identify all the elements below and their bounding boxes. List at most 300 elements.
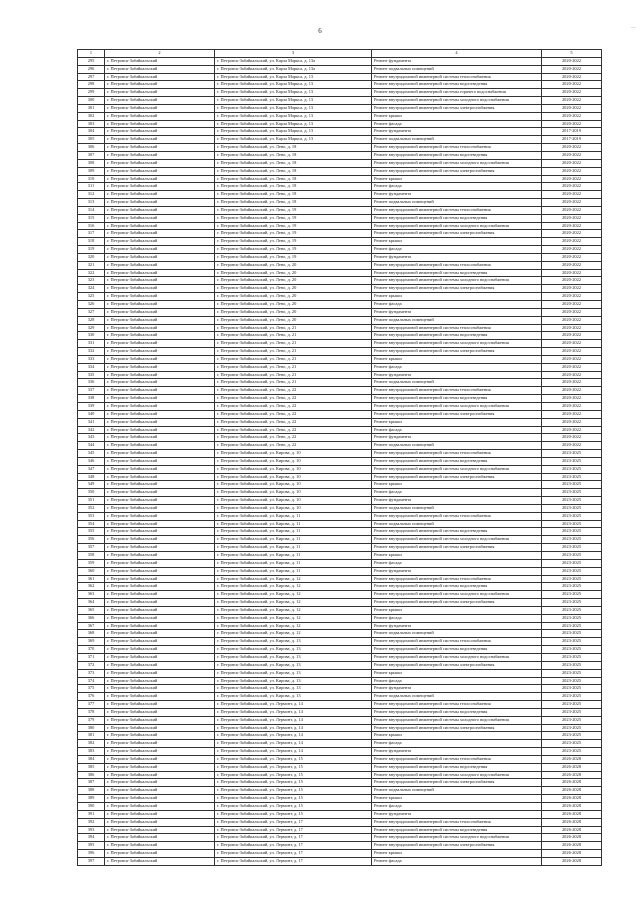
address-cell: г. Петровск-Забайкальский, ул. Лермонт, д. 15 (215, 795, 372, 803)
table-row (78, 253, 602, 261)
work-type-cell: Ремонт подвальных помещений (372, 787, 542, 795)
address-cell: г. Петровск-Забайкальский, ул. Лено, д. 19 (215, 238, 372, 246)
edge-mark: — (631, 26, 636, 31)
address-cell: г. Петровск-Забайкальский, ул. Карла Маркса, д. 13 (215, 81, 372, 89)
municipality-cell: г. Петровск-Забайкальский (105, 677, 215, 685)
row-number-cell: 382 (78, 740, 105, 748)
municipality-cell: г. Петровск-Забайкальский (105, 630, 215, 638)
row-number-cell: 345 (78, 450, 105, 458)
work-type-cell: Ремонт крыши (372, 175, 542, 183)
municipality-cell: г. Петровск-Забайкальский (105, 646, 215, 654)
table-row (78, 536, 602, 544)
address-cell: г. Петровск-Забайкальский, ул. Кирова, д. 10 (215, 457, 372, 465)
row-number-cell: 302 (78, 112, 105, 120)
work-type-cell: Ремонт фасада (372, 246, 542, 254)
address-cell: г. Петровск-Забайкальский, ул. Карла Маркса, д. 13 (215, 120, 372, 128)
table-row (78, 803, 602, 811)
work-type-cell: Ремонт внутридомовой инженерной системы электроснабжения (372, 104, 542, 112)
row-number-cell: 344 (78, 442, 105, 450)
address-cell: г. Петровск-Забайкальский, ул. Кирова, д. 13 (215, 646, 372, 654)
address-cell: г. Петровск-Забайкальский, ул. Лермонт, д. 17 (215, 857, 372, 865)
address-cell: г. Петровск-Забайкальский, ул. Карла Маркса, д. 13а (215, 65, 372, 73)
table-row (78, 246, 602, 254)
period-cell: 2020-2022 (542, 261, 602, 269)
work-type-cell: Ремонт фундамента (372, 622, 542, 630)
municipality-cell: г. Петровск-Забайкальский (105, 214, 215, 222)
work-type-cell: Ремонт внутридомовой инженерной системы теплоснабжения (372, 575, 542, 583)
period-cell: 2026-2028 (542, 818, 602, 826)
municipality-cell: г. Петровск-Забайкальский (105, 230, 215, 238)
row-number-cell: 327 (78, 308, 105, 316)
address-cell: г. Петровск-Забайкальский, ул. Лено, д. 22 (215, 395, 372, 403)
work-type-cell: Ремонт внутридомовой инженерной системы холодного водоснабжения (372, 277, 542, 285)
municipality-cell: г. Петровск-Забайкальский (105, 371, 215, 379)
municipality-cell: г. Петровск-Забайкальский (105, 842, 215, 850)
row-number-cell: 296 (78, 65, 105, 73)
address-cell: г. Петровск-Забайкальский, ул. Кирова, д. 13 (215, 693, 372, 701)
row-number-cell: 392 (78, 818, 105, 826)
address-cell: г. Петровск-Забайкальский, ул. Лено, д. 21 (215, 355, 372, 363)
municipality-cell: г. Петровск-Забайкальский (105, 457, 215, 465)
address-cell: г. Петровск-Забайкальский, ул. Кирова, д. 12 (215, 614, 372, 622)
municipality-cell: г. Петровск-Забайкальский (105, 536, 215, 544)
period-cell: 2023-2025 (542, 457, 602, 465)
table-row (78, 559, 602, 567)
address-cell: г. Петровск-Забайкальский, ул. Кирова, д. 11 (215, 552, 372, 560)
address-cell: г. Петровск-Забайкальский, ул. Карла Маркса, д. 13а (215, 57, 372, 65)
work-type-cell: Ремонт фундамента (372, 567, 542, 575)
work-type-cell: Ремонт внутридомовой инженерной системы теплоснабжения (372, 450, 542, 458)
municipality-cell: г. Петровск-Забайкальский (105, 826, 215, 834)
row-number-cell: 319 (78, 246, 105, 254)
row-number-cell: 390 (78, 803, 105, 811)
work-type-cell: Ремонт подвальных помещений (372, 136, 542, 144)
address-cell: г. Петровск-Забайкальский, ул. Лено, д. 18 (215, 199, 372, 207)
work-type-cell: Ремонт внутридомовой инженерной системы водоотведения (372, 81, 542, 89)
row-number-cell: 332 (78, 348, 105, 356)
work-type-cell: Ремонт крыши (372, 355, 542, 363)
address-cell: г. Петровск-Забайкальский, ул. Кирова, д. 10 (215, 481, 372, 489)
table-row (78, 97, 602, 105)
table-row (78, 183, 602, 191)
period-cell: 2020-2022 (542, 442, 602, 450)
row-number-cell: 388 (78, 787, 105, 795)
work-type-cell: Ремонт фасада (372, 363, 542, 371)
municipality-cell: г. Петровск-Забайкальский (105, 473, 215, 481)
municipality-cell: г. Петровск-Забайкальский (105, 622, 215, 630)
address-cell: г. Петровск-Забайкальский, ул. Лено, д. 19 (215, 222, 372, 230)
row-number-cell: 383 (78, 748, 105, 756)
row-number-cell: 297 (78, 73, 105, 81)
work-type-cell: Ремонт подвальных помещений (372, 442, 542, 450)
row-number-cell: 349 (78, 481, 105, 489)
period-cell: 2026-2028 (542, 857, 602, 865)
period-cell: 2023-2025 (542, 653, 602, 661)
municipality-cell: г. Петровск-Забайкальский (105, 481, 215, 489)
period-cell: 2026-2028 (542, 795, 602, 803)
address-cell: г. Петровск-Забайкальский, ул. Лермонт, д. 14 (215, 716, 372, 724)
work-type-cell: Ремонт фундамента (372, 128, 542, 136)
row-number-cell: 313 (78, 199, 105, 207)
table-row (78, 175, 602, 183)
row-number-cell: 318 (78, 238, 105, 246)
repair-schedule-table (77, 49, 602, 866)
municipality-cell: г. Петровск-Забайкальский (105, 724, 215, 732)
table-row (78, 159, 602, 167)
work-type-cell: Ремонт внутридомовой инженерной системы водоотведения (372, 269, 542, 277)
period-cell: 2020-2022 (542, 112, 602, 120)
work-type-cell: Ремонт внутридомовой инженерной системы холодного водоснабжения (372, 653, 542, 661)
row-number-cell: 309 (78, 167, 105, 175)
work-type-cell: Ремонт внутридомовой инженерной системы водоотведения (372, 528, 542, 536)
period-cell: 2023-2025 (542, 473, 602, 481)
work-type-cell: Ремонт внутридомовой инженерной системы холодного водоснабжения (372, 97, 542, 105)
period-cell: 2020-2022 (542, 253, 602, 261)
address-cell: г. Петровск-Забайкальский, ул. Лено, д. 18 (215, 151, 372, 159)
row-number-cell: 353 (78, 512, 105, 520)
row-number-cell: 350 (78, 489, 105, 497)
table-row (78, 787, 602, 795)
table-row (78, 450, 602, 458)
period-cell: 2023-2025 (542, 528, 602, 536)
period-cell: 2023-2025 (542, 638, 602, 646)
address-cell: г. Петровск-Забайкальский, ул. Кирова, д. 10 (215, 489, 372, 497)
address-cell: г. Петровск-Забайкальский, ул. Кирова, д. 11 (215, 512, 372, 520)
address-cell: г. Петровск-Забайкальский, ул. Лено, д. 21 (215, 379, 372, 387)
work-type-cell: Ремонт внутридомовой инженерной системы водоотведения (372, 151, 542, 159)
period-cell: 2020-2022 (542, 214, 602, 222)
municipality-cell: г. Петровск-Забайкальский (105, 544, 215, 552)
period-cell: 2026-2028 (542, 779, 602, 787)
work-type-cell: Ремонт внутридомовой инженерной системы электроснабжения (372, 544, 542, 552)
row-number-cell: 393 (78, 826, 105, 834)
address-cell: г. Петровск-Забайкальский, ул. Лермонт, д. 14 (215, 701, 372, 709)
work-type-cell: Ремонт подвальных помещений (372, 630, 542, 638)
row-number-cell: 305 (78, 136, 105, 144)
municipality-cell: г. Петровск-Забайкальский (105, 763, 215, 771)
row-number-cell: 317 (78, 230, 105, 238)
table-row (78, 622, 602, 630)
address-cell: г. Петровск-Забайкальский, ул. Лено, д. 21 (215, 348, 372, 356)
municipality-cell: г. Петровск-Забайкальский (105, 112, 215, 120)
row-number-cell: 363 (78, 591, 105, 599)
period-cell: 2020-2022 (542, 269, 602, 277)
address-cell: г. Петровск-Забайкальский, ул. Лермонт, д. 15 (215, 787, 372, 795)
address-cell: г. Петровск-Забайкальский, ул. Лено, д. 21 (215, 363, 372, 371)
column-header: 4 (372, 50, 542, 58)
period-cell: 2020-2022 (542, 73, 602, 81)
municipality-cell: г. Петровск-Забайкальский (105, 795, 215, 803)
municipality-cell: г. Петровск-Забайкальский (105, 850, 215, 858)
period-cell: 2023-2025 (542, 661, 602, 669)
municipality-cell: г. Петровск-Забайкальский (105, 575, 215, 583)
table-row (78, 104, 602, 112)
row-number-cell: 295 (78, 57, 105, 65)
period-cell: 2020-2022 (542, 332, 602, 340)
municipality-cell: г. Петровск-Забайкальский (105, 567, 215, 575)
table-row (78, 497, 602, 505)
period-cell: 2023-2025 (542, 559, 602, 567)
table-row (78, 81, 602, 89)
table-row (78, 418, 602, 426)
work-type-cell: Ремонт внутридомовой инженерной системы водоотведения (372, 708, 542, 716)
work-type-cell: Ремонт внутридомовой инженерной системы электроснабжения (372, 599, 542, 607)
municipality-cell: г. Петровск-Забайкальский (105, 779, 215, 787)
work-type-cell: Ремонт внутридомовой инженерной системы теплоснабжения (372, 261, 542, 269)
address-cell: г. Петровск-Забайкальский, ул. Кирова, д. 13 (215, 661, 372, 669)
work-type-cell: Ремонт крыши (372, 418, 542, 426)
period-cell: 2023-2025 (542, 677, 602, 685)
table-row (78, 465, 602, 473)
municipality-cell: г. Петровск-Забайкальский (105, 253, 215, 261)
work-type-cell: Ремонт фундамента (372, 434, 542, 442)
address-cell: г. Петровск-Забайкальский, ул. Лено, д. 22 (215, 418, 372, 426)
table-row (78, 230, 602, 238)
row-number-cell: 391 (78, 810, 105, 818)
period-cell: 2023-2025 (542, 732, 602, 740)
municipality-cell: г. Петровск-Забайкальский (105, 497, 215, 505)
row-number-cell: 357 (78, 544, 105, 552)
period-cell: 2020-2022 (542, 379, 602, 387)
address-cell: г. Петровск-Забайкальский, ул. Лермонт, д. 14 (215, 708, 372, 716)
address-cell: г. Петровск-Забайкальский, ул. Кирова, д. 11 (215, 536, 372, 544)
work-type-cell: Ремонт фасада (372, 489, 542, 497)
address-cell: г. Петровск-Забайкальский, ул. Лено, д. 22 (215, 402, 372, 410)
table-row (78, 340, 602, 348)
municipality-cell: г. Петровск-Забайкальский (105, 144, 215, 152)
period-cell: 2020-2022 (542, 316, 602, 324)
row-number-cell: 339 (78, 402, 105, 410)
address-cell: г. Петровск-Забайкальский, ул. Карла Маркса, д. 13 (215, 136, 372, 144)
municipality-cell: г. Петровск-Забайкальский (105, 191, 215, 199)
period-cell: 2020-2022 (542, 395, 602, 403)
municipality-cell: г. Петровск-Забайкальский (105, 771, 215, 779)
period-cell: 2023-2025 (542, 450, 602, 458)
table-row (78, 685, 602, 693)
table-body (78, 57, 602, 865)
address-cell: г. Петровск-Забайкальский, ул. Лермонт, д. 15 (215, 779, 372, 787)
municipality-cell: г. Петровск-Забайкальский (105, 520, 215, 528)
row-number-cell: 374 (78, 677, 105, 685)
row-number-cell: 342 (78, 426, 105, 434)
municipality-cell: г. Петровск-Забайкальский (105, 332, 215, 340)
row-number-cell: 326 (78, 301, 105, 309)
work-type-cell: Ремонт крыши (372, 293, 542, 301)
address-cell: г. Петровск-Забайкальский, ул. Лено, д. 19 (215, 253, 372, 261)
table-row (78, 552, 602, 560)
municipality-cell: г. Петровск-Забайкальский (105, 465, 215, 473)
table-row (78, 567, 602, 575)
period-cell: 2020-2022 (542, 89, 602, 97)
period-cell: 2023-2025 (542, 504, 602, 512)
period-cell: 2023-2025 (542, 481, 602, 489)
row-number-cell: 396 (78, 850, 105, 858)
row-number-cell: 325 (78, 293, 105, 301)
table-row (78, 599, 602, 607)
row-number-cell: 380 (78, 724, 105, 732)
row-number-cell: 337 (78, 387, 105, 395)
municipality-cell: г. Петровск-Забайкальский (105, 293, 215, 301)
row-number-cell: 368 (78, 630, 105, 638)
table-row (78, 528, 602, 536)
work-type-cell: Ремонт внутридомовой инженерной системы электроснабжения (372, 410, 542, 418)
row-number-cell: 378 (78, 708, 105, 716)
period-cell: 2020-2022 (542, 434, 602, 442)
municipality-cell: г. Петровск-Забайкальский (105, 136, 215, 144)
address-cell: г. Петровск-Забайкальский, ул. Карла Маркса, д. 13 (215, 128, 372, 136)
municipality-cell: г. Петровск-Забайкальский (105, 512, 215, 520)
address-cell: г. Петровск-Забайкальский, ул. Карла Маркса, д. 13 (215, 73, 372, 81)
municipality-cell: г. Петровск-Забайкальский (105, 583, 215, 591)
work-type-cell: Ремонт внутридомовой инженерной системы теплоснабжения (372, 638, 542, 646)
municipality-cell: г. Петровск-Забайкальский (105, 410, 215, 418)
municipality-cell: г. Петровск-Забайкальский (105, 434, 215, 442)
work-type-cell: Ремонт фундамента (372, 371, 542, 379)
table-row (78, 481, 602, 489)
work-type-cell: Ремонт фасада (372, 301, 542, 309)
work-type-cell: Ремонт внутридомовой инженерной системы теплоснабжения (372, 73, 542, 81)
table-row (78, 661, 602, 669)
table-row (78, 575, 602, 583)
row-number-cell: 397 (78, 857, 105, 865)
table-row (78, 285, 602, 293)
table-row (78, 755, 602, 763)
municipality-cell: г. Петровск-Забайкальский (105, 599, 215, 607)
work-type-cell: Ремонт внутридомовой инженерной системы электроснабжения (372, 285, 542, 293)
row-number-cell: 343 (78, 434, 105, 442)
work-type-cell: Ремонт фасада (372, 740, 542, 748)
address-cell: г. Петровск-Забайкальский, ул. Кирова, д. 12 (215, 599, 372, 607)
period-cell: 2026-2028 (542, 850, 602, 858)
municipality-cell: г. Петровск-Забайкальский (105, 387, 215, 395)
table-row (78, 740, 602, 748)
period-cell: 2023-2025 (542, 630, 602, 638)
work-type-cell: Ремонт крыши (372, 552, 542, 560)
municipality-cell: г. Петровск-Забайкальский (105, 818, 215, 826)
row-number-cell: 384 (78, 755, 105, 763)
period-cell: 2026-2028 (542, 803, 602, 811)
work-type-cell: Ремонт внутридомовой инженерной системы электроснабжения (372, 779, 542, 787)
period-cell: 2023-2025 (542, 701, 602, 709)
work-type-cell: Ремонт фасада (372, 803, 542, 811)
address-cell: г. Петровск-Забайкальский, ул. Кирова, д. 10 (215, 504, 372, 512)
work-type-cell: Ремонт внутридомовой инженерной системы водоотведения (372, 395, 542, 403)
table-row (78, 473, 602, 481)
work-type-cell: Ремонт внутридомовой инженерной системы электроснабжения (372, 661, 542, 669)
row-number-cell: 372 (78, 661, 105, 669)
table-row (78, 324, 602, 332)
address-cell: г. Петровск-Забайкальский, ул. Карла Маркса, д. 13 (215, 104, 372, 112)
row-number-cell: 330 (78, 332, 105, 340)
period-cell: 2023-2025 (542, 497, 602, 505)
period-cell: 2020-2022 (542, 410, 602, 418)
column-number-row (78, 50, 602, 58)
table-row (78, 504, 602, 512)
page-number: 6 (318, 27, 322, 35)
table-row (78, 293, 602, 301)
work-type-cell: Ремонт фундамента (372, 685, 542, 693)
period-cell: 2020-2022 (542, 418, 602, 426)
table-row (78, 151, 602, 159)
work-type-cell: Ремонт подвальных помещений (372, 316, 542, 324)
table-row (78, 57, 602, 65)
period-cell: 2020-2022 (542, 230, 602, 238)
period-cell: 2023-2025 (542, 740, 602, 748)
municipality-cell: г. Петровск-Забайкальский (105, 183, 215, 191)
period-cell: 2026-2028 (542, 826, 602, 834)
address-cell: г. Петровск-Забайкальский, ул. Кирова, д. 10 (215, 497, 372, 505)
row-number-cell: 366 (78, 614, 105, 622)
row-number-cell: 369 (78, 638, 105, 646)
work-type-cell: Ремонт внутридомовой инженерной системы холодного водоснабжения (372, 536, 542, 544)
period-cell: 2023-2025 (542, 583, 602, 591)
municipality-cell: г. Петровск-Забайкальский (105, 73, 215, 81)
period-cell: 2020-2022 (542, 151, 602, 159)
municipality-cell: г. Петровск-Забайкальский (105, 559, 215, 567)
row-number-cell: 371 (78, 653, 105, 661)
work-type-cell: Ремонт подвальных помещений (372, 65, 542, 73)
address-cell: г. Петровск-Забайкальский, ул. Лено, д. 19 (215, 230, 372, 238)
row-number-cell: 347 (78, 465, 105, 473)
table-row (78, 583, 602, 591)
table-row (78, 348, 602, 356)
municipality-cell: г. Петровск-Забайкальский (105, 340, 215, 348)
period-cell: 2026-2028 (542, 755, 602, 763)
municipality-cell: г. Петровск-Забайкальский (105, 614, 215, 622)
address-cell: г. Петровск-Забайкальский, ул. Кирова, д. 11 (215, 559, 372, 567)
period-cell: 2023-2025 (542, 724, 602, 732)
period-cell: 2020-2022 (542, 104, 602, 112)
address-cell: г. Петровск-Забайкальский, ул. Лено, д. 20 (215, 285, 372, 293)
address-cell: г. Петровск-Забайкальский, ул. Кирова, д. 12 (215, 575, 372, 583)
municipality-cell: г. Петровск-Забайкальский (105, 638, 215, 646)
municipality-cell: г. Петровск-Забайкальский (105, 363, 215, 371)
work-type-cell: Ремонт подвальных помещений (372, 199, 542, 207)
row-number-cell: 360 (78, 567, 105, 575)
period-cell: 2023-2025 (542, 716, 602, 724)
address-cell: г. Петровск-Забайкальский, ул. Кирова, д. 13 (215, 685, 372, 693)
address-cell: г. Петровск-Забайкальский, ул. Лено, д. 18 (215, 159, 372, 167)
table-row (78, 520, 602, 528)
period-cell: 2020-2022 (542, 120, 602, 128)
municipality-cell: г. Петровск-Забайкальский (105, 669, 215, 677)
row-number-cell: 381 (78, 732, 105, 740)
period-cell: 2023-2025 (542, 536, 602, 544)
municipality-cell: г. Петровск-Забайкальский (105, 402, 215, 410)
table-row (78, 206, 602, 214)
row-number-cell: 324 (78, 285, 105, 293)
municipality-cell: г. Петровск-Забайкальский (105, 606, 215, 614)
row-number-cell: 373 (78, 669, 105, 677)
municipality-cell: г. Петровск-Забайкальский (105, 653, 215, 661)
municipality-cell: г. Петровск-Забайкальский (105, 528, 215, 536)
table-row (78, 850, 602, 858)
period-cell: 2020-2022 (542, 175, 602, 183)
period-cell: 2020-2022 (542, 246, 602, 254)
row-number-cell: 328 (78, 316, 105, 324)
municipality-cell: г. Петровск-Забайкальский (105, 708, 215, 716)
address-cell: г. Петровск-Забайкальский, ул. Кирова, д. 13 (215, 677, 372, 685)
municipality-cell: г. Петровск-Забайкальский (105, 552, 215, 560)
table-row (78, 387, 602, 395)
work-type-cell: Ремонт внутридомовой инженерной системы холодного водоснабжения (372, 159, 542, 167)
period-cell: 2020-2022 (542, 340, 602, 348)
municipality-cell: г. Петровск-Забайкальский (105, 810, 215, 818)
work-type-cell: Ремонт внутридомовой инженерной системы горячего водоснабжения (372, 89, 542, 97)
period-cell: 2020-2022 (542, 277, 602, 285)
address-cell: г. Петровск-Забайкальский, ул. Кирова, д. 10 (215, 465, 372, 473)
row-number-cell: 329 (78, 324, 105, 332)
